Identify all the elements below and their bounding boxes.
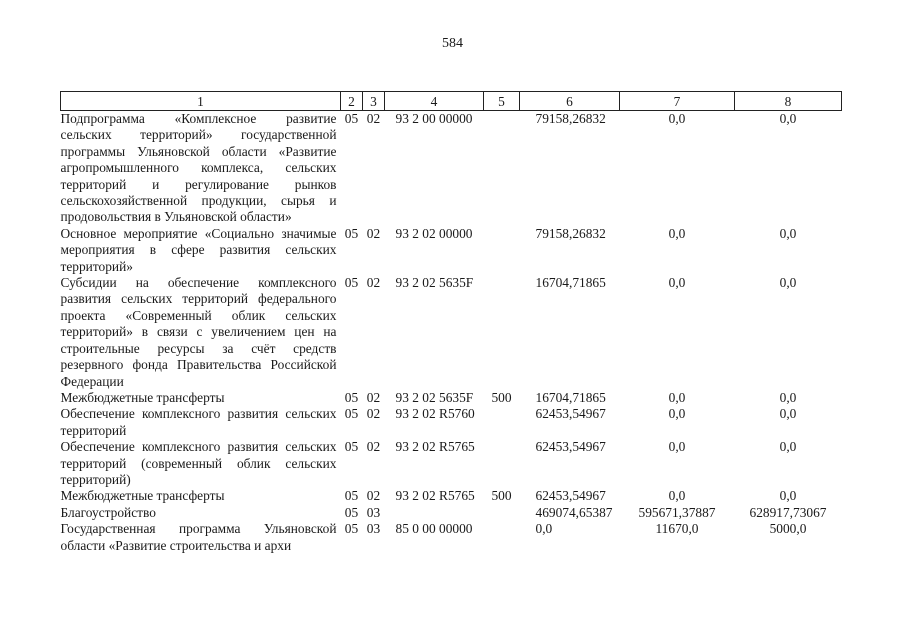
row-amount-2: 11670,0 xyxy=(655,521,699,537)
row-section: 05 xyxy=(344,406,359,422)
row-subsection: 02 xyxy=(366,389,381,405)
column-header-8: 8 xyxy=(735,92,842,111)
row-section: 05 xyxy=(344,111,359,126)
budget-table xyxy=(60,91,842,554)
row-expense-type: 500 xyxy=(491,389,512,405)
row-subsection: 03 xyxy=(366,521,381,537)
row-expense-type xyxy=(484,439,520,488)
row-expense-type xyxy=(484,111,520,226)
row-amount-2: 0,0 xyxy=(668,225,686,241)
row-target-article: 93 2 02 R5765 xyxy=(395,439,475,455)
column-header-1: 1 xyxy=(61,92,341,111)
row-amount-1: 79158,26832 xyxy=(535,111,606,126)
table-row xyxy=(61,390,842,406)
row-section: 05 xyxy=(344,225,359,241)
column-header-2: 2 xyxy=(341,92,363,111)
table-row xyxy=(61,111,842,226)
row-subsection: 02 xyxy=(366,111,381,126)
row-subsection: 02 xyxy=(366,439,381,455)
row-amount-3: 0,0 xyxy=(779,225,797,241)
row-target-article: 85 0 00 00000 xyxy=(395,521,473,537)
row-expense-type: 500 xyxy=(491,488,512,504)
row-amount-1: 62453,54967 xyxy=(535,406,606,422)
row-name: Обеспечение комплексного развития сельских территорий (современный облик сельских территорий) xyxy=(60,439,337,487)
row-name: Подпрограмма «Комплексное развитие сельских территорий» государственной программы Ульяновской области «Развитие агропромышленного комплекса, сельских территорий и регулирование рынков сельскохозяйственной продукции, сырья и продовольствия в Ульяновской области» xyxy=(60,111,337,225)
row-amount-3: 0,0 xyxy=(779,488,797,504)
row-name: Государственная программа Ульяновской области «Развитие строительства и архи xyxy=(60,521,337,553)
table-row xyxy=(61,275,842,390)
row-section: 05 xyxy=(344,488,359,504)
row-amount-2: 0,0 xyxy=(668,488,686,504)
row-subsection: 02 xyxy=(366,406,381,422)
table-row xyxy=(61,406,842,439)
row-amount-3: 0,0 xyxy=(779,406,797,422)
row-expense-type xyxy=(484,505,520,521)
row-expense-type xyxy=(484,226,520,275)
row-expense-type xyxy=(484,406,520,439)
column-header-6: 6 xyxy=(520,92,620,111)
row-name: Благоустройство xyxy=(60,504,156,520)
row-amount-3: 0,0 xyxy=(779,389,797,405)
table-row xyxy=(61,488,842,504)
row-subsection: 02 xyxy=(366,275,381,291)
row-name: Субсидии на обеспечение комплексного развития сельских территорий федерального проекта «Современный облик сельских территорий» в связи с увеличением цен на строительные ресурсы за счёт средств резервного фонда Правительства Российской Федерации xyxy=(60,275,337,389)
row-name: Межбюджетные трансферты xyxy=(60,389,225,405)
row-target-article: 93 2 02 00000 xyxy=(395,225,473,241)
column-header-5: 5 xyxy=(484,92,520,111)
row-amount-2: 0,0 xyxy=(668,275,686,291)
row-expense-type xyxy=(484,275,520,390)
row-amount-3: 0,0 xyxy=(779,111,797,126)
row-target-article: 93 2 02 5635F xyxy=(395,275,474,291)
row-subsection: 03 xyxy=(366,504,381,520)
table-row xyxy=(61,439,842,488)
row-target-article xyxy=(385,505,484,521)
row-amount-3: 0,0 xyxy=(779,275,797,291)
row-amount-3: 0,0 xyxy=(779,439,797,455)
column-header-7: 7 xyxy=(620,92,735,111)
row-target-article: 93 2 02 R5765 xyxy=(395,488,475,504)
row-amount-2: 595671,37887 xyxy=(638,504,716,520)
row-name: Межбюджетные трансферты xyxy=(60,488,225,504)
row-amount-1: 469074,65387 xyxy=(535,504,613,520)
page-number: 584 xyxy=(442,36,463,51)
row-amount-2: 0,0 xyxy=(668,439,686,455)
table-row xyxy=(61,226,842,275)
row-section: 05 xyxy=(344,439,359,455)
row-expense-type xyxy=(484,521,520,554)
row-target-article: 93 2 02 5635F xyxy=(395,389,474,405)
row-target-article: 93 2 02 R5760 xyxy=(395,406,475,422)
row-amount-1: 0,0 xyxy=(535,521,553,537)
row-amount-1: 62453,54967 xyxy=(535,439,606,455)
row-section: 05 xyxy=(344,389,359,405)
column-header-3: 3 xyxy=(363,92,385,111)
row-amount-3: 5000,0 xyxy=(769,521,807,537)
row-amount-1: 16704,71865 xyxy=(535,389,606,405)
row-target-article: 93 2 00 00000 xyxy=(395,111,473,126)
row-amount-1: 16704,71865 xyxy=(535,275,606,291)
row-amount-3: 628917,73067 xyxy=(749,504,827,520)
table-row xyxy=(61,505,842,521)
row-amount-2: 0,0 xyxy=(668,111,686,126)
row-subsection: 02 xyxy=(366,488,381,504)
row-amount-2: 0,0 xyxy=(668,406,686,422)
table-row xyxy=(61,521,842,554)
row-amount-2: 0,0 xyxy=(668,389,686,405)
row-amount-1: 79158,26832 xyxy=(535,225,606,241)
row-section: 05 xyxy=(344,504,359,520)
row-name: Обеспечение комплексного развития сельских территорий xyxy=(60,406,337,438)
row-section: 05 xyxy=(344,275,359,291)
row-name: Основное мероприятие «Социально значимые мероприятия в сфере развития сельских территорий» xyxy=(60,225,337,274)
row-subsection: 02 xyxy=(366,225,381,241)
row-amount-1: 62453,54967 xyxy=(535,488,606,504)
row-section: 05 xyxy=(344,521,359,537)
header-row xyxy=(61,92,842,111)
column-header-4: 4 xyxy=(385,92,484,111)
